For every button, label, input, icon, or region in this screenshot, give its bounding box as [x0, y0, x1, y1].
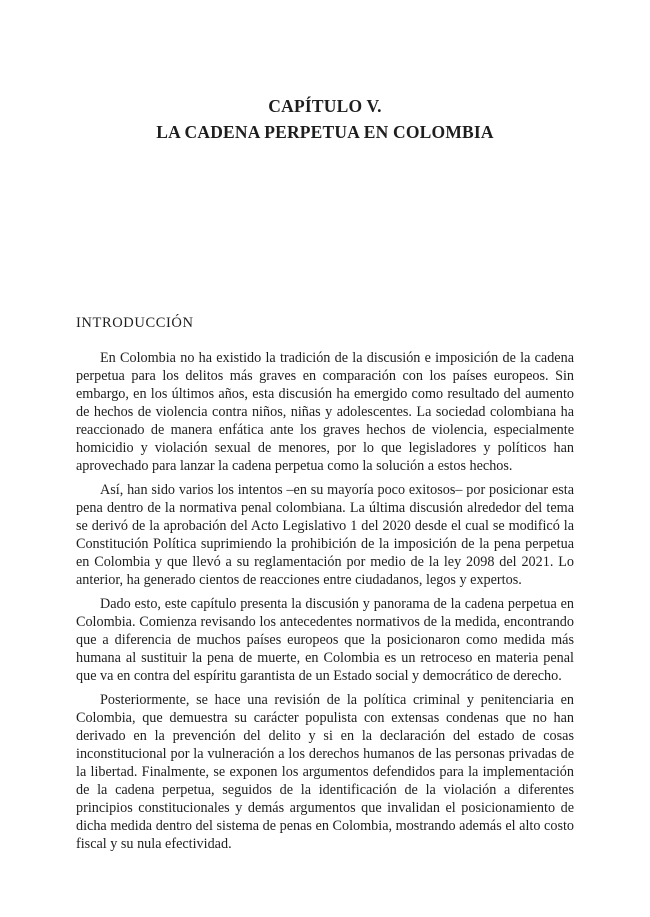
paragraph: Posteriormente, se hace una revisión de la política criminal y penitenciaria en Colombia, que demuestra su carácter populista con extensas condenas que no han derivado en la prevención del delito y si en la declaración del estado de cosas inconstitucional por la vulneración a los derechos humanos de las personas privadas de la libertad. Finalmente, se exponen los argumentos defendidos para la implementación de la cadena perpetua, seguidos de la identificación de la violación a diferentes principios constitucionales y demás argumentos que invalidan el posicionamiento de dicha medida dentro del sistema de penas en Colombia, mostrando además el alto costo fiscal y su nula efectividad.	[76, 692, 574, 852]
chapter-title	[0, 93, 650, 145]
chapter-name: LA CADENA PERPETUA EN COLOMBIA	[156, 122, 494, 142]
paragraph: Así, han sido varios los intentos –en su mayoría poco exitosos– por posicionar esta pena dentro de la normativa penal colombiana. La última discusión alrededor del tema se derivó de la aprobación del Acto Legislativo 1 del 2020 desde el cual se modificó la Constitución Política suprimiendo la prohibición de la imposición de la pena perpetua en Colombia y que llevó a su reglamentación por medio de la ley 2098 del 2021. Lo anterior, ha generado cientos de reacciones entre ciudadanos, legos y expertos.	[76, 482, 574, 588]
paragraph: En Colombia no ha existido la tradición de la discusión e imposición de la cadena perpetua para los delitos más graves en comparación con los países europeos. Sin embargo, en los últimos años, esta discusión ha emergido como resultado del aumento de hechos de violencia contra niños, niñas y adolescentes. La sociedad colombiana ha reaccionado de manera enfática ante los graves hechos de violencia, especialmente homicidio y violación sexual de menores, por lo que legisladores y políticos han aprovechado para lanzar la cadena perpetua como la solución a estos hechos.	[76, 350, 574, 474]
body-text	[76, 349, 574, 859]
chapter-number: CAPÍTULO V.	[268, 96, 382, 116]
paragraph: Dado esto, este capítulo presenta la discusión y panorama de la cadena perpetua en Colombia. Comienza revisando los antecedentes normativos de la medida, encontrando que a diferencia de muchos países europeos que la posicionaron como medida más humana al sustituir la pena de muerte, en Colombia es un retroceso en materia penal que va en contra del espíritu garantista de un Estado social y democrático de derecho.	[76, 596, 574, 684]
section-heading: INTRODUCCIÓN	[76, 315, 194, 331]
